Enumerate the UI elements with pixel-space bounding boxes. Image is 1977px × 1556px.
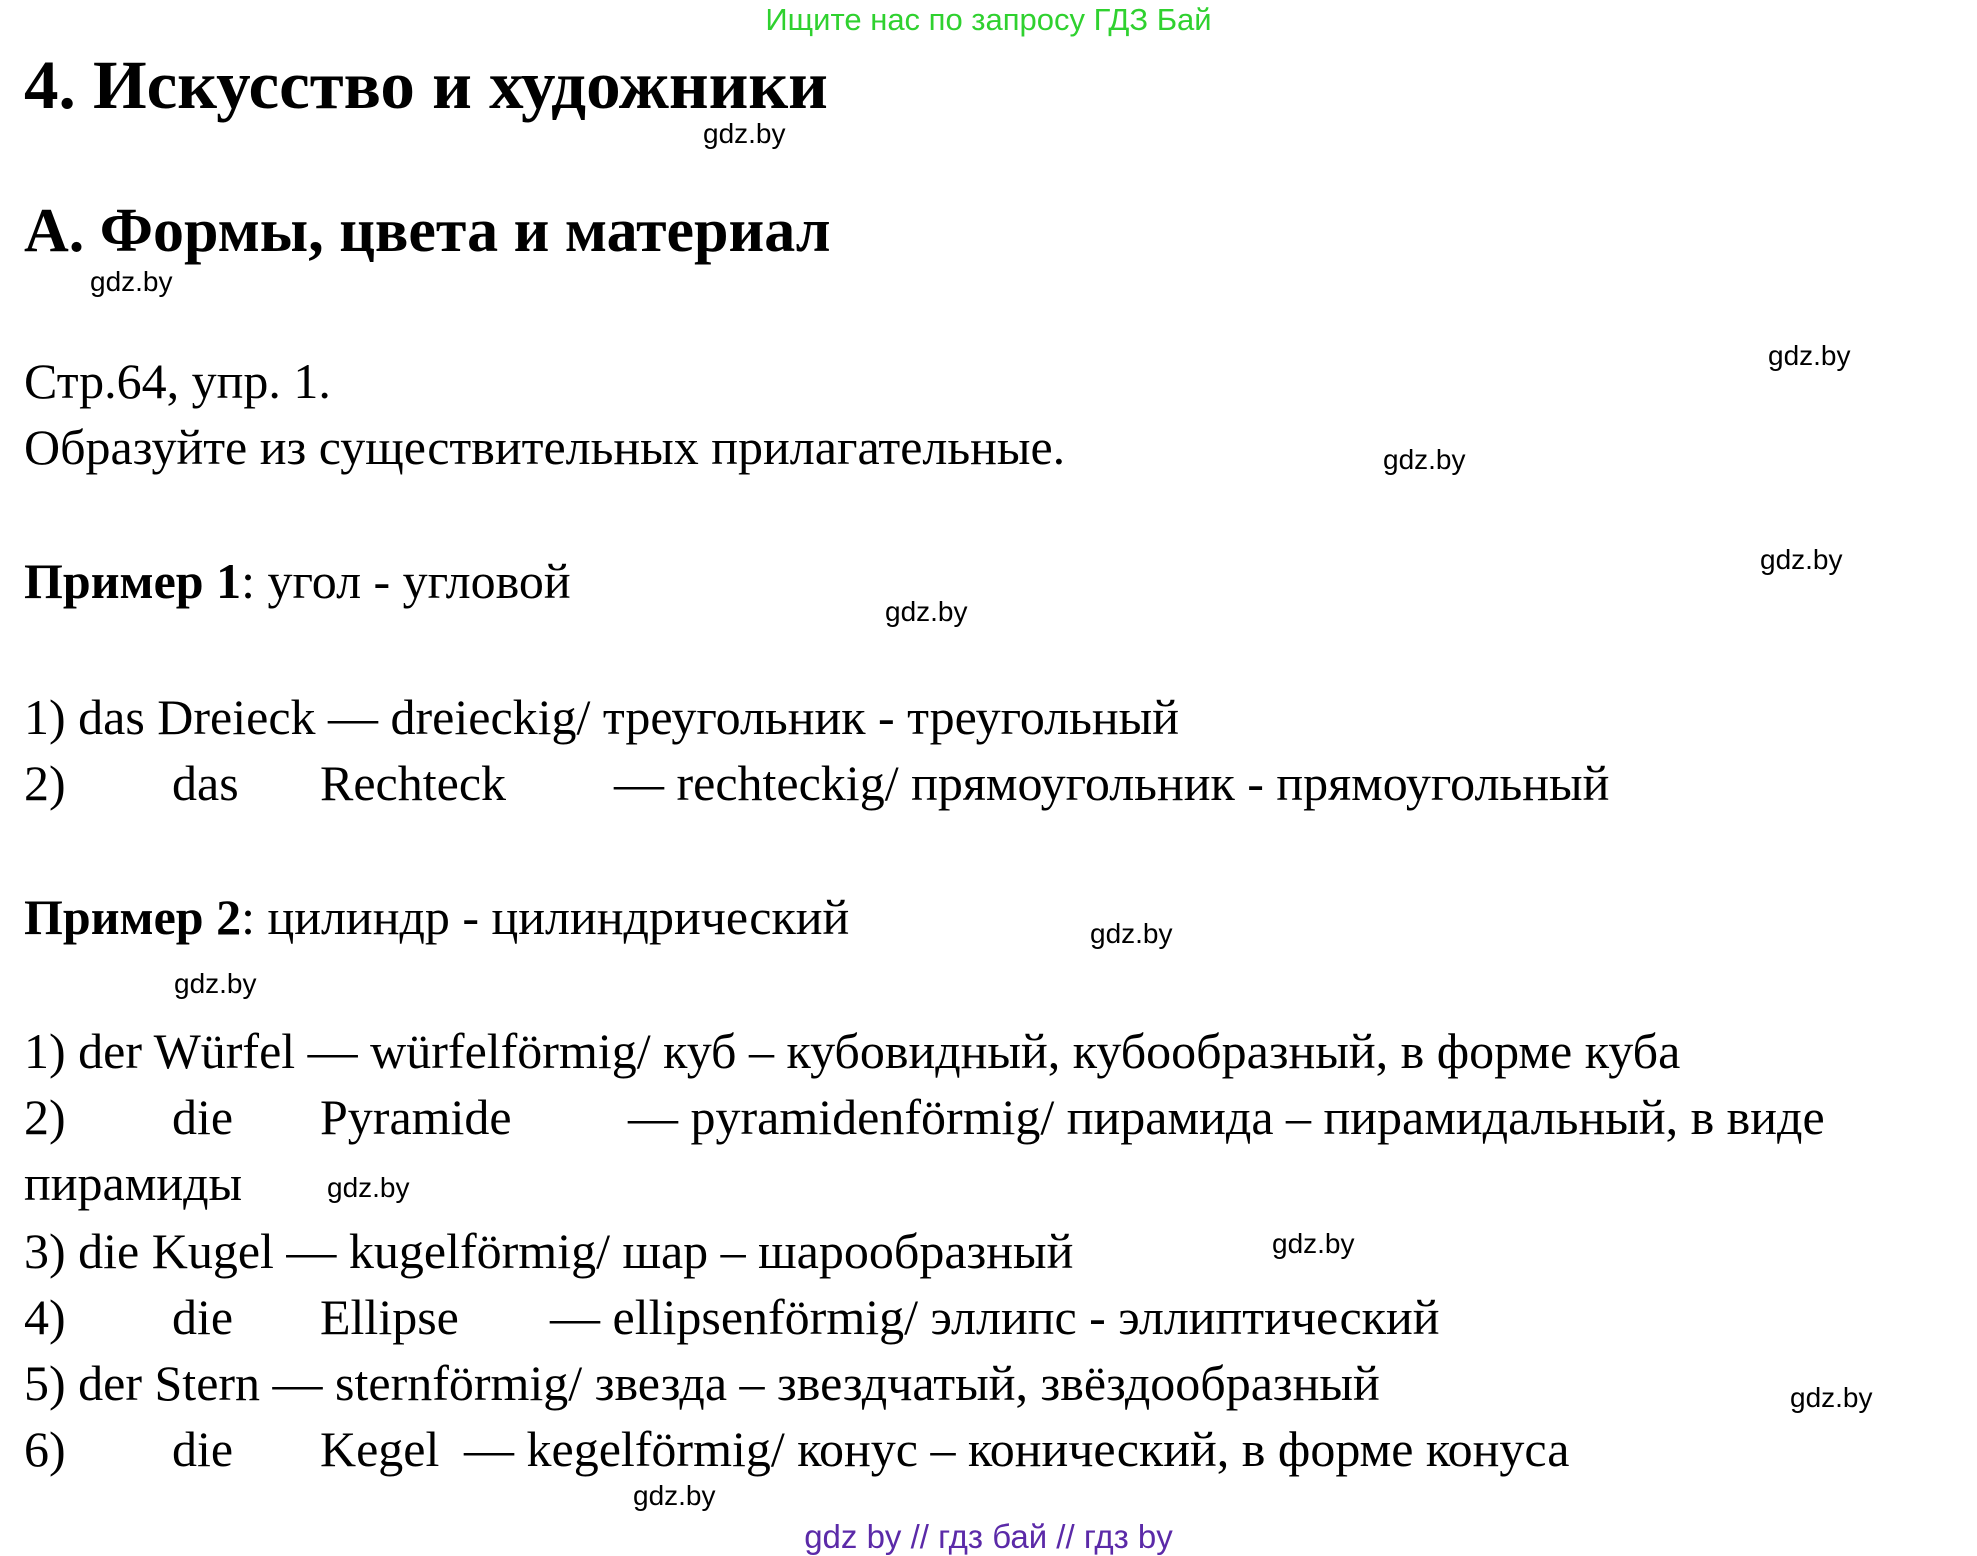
top-banner: Ищите нас по запросу ГДЗ Бай — [765, 2, 1212, 37]
watermark: gdz.by — [174, 968, 257, 999]
watermark: gdz.by — [1760, 544, 1843, 575]
instruction: Образуйте из существительных прилагательные. — [24, 419, 1066, 475]
watermark: gdz.by — [1383, 444, 1466, 475]
item-number: 4) — [24, 1289, 66, 1345]
item-rest: — rechteckig/ прямоугольник - прямоугольный — [614, 755, 1610, 811]
example-2 — [24, 888, 849, 946]
item-number: 2) — [24, 1089, 66, 1145]
list-item — [24, 1288, 1974, 1348]
footer: gdz by // гдз бай // гдз by — [804, 1518, 1173, 1555]
list-item — [24, 1420, 1974, 1480]
watermark: gdz.by — [1768, 340, 1851, 371]
watermark: gdz.by — [703, 118, 786, 149]
item-number: 6) — [24, 1421, 66, 1477]
item-rest: — ellipsenförmig/ эллипс - эллиптический — [550, 1289, 1440, 1345]
item-rest: — pyramidenförmig/ пирамида – пирамидальный, в виде — [628, 1089, 1825, 1145]
list-item-continuation: пирамиды — [24, 1155, 243, 1211]
page-reference: Стр.64, упр. 1. — [24, 353, 331, 409]
item-article: das — [172, 755, 239, 811]
example-1 — [24, 552, 571, 610]
watermark: gdz.by — [885, 596, 968, 627]
watermark: gdz.by — [90, 266, 173, 297]
item-number: 2) — [24, 755, 66, 811]
list-item: 1) das Dreieck — dreieckig/ треугольник - треугольный — [24, 689, 1180, 745]
list-item — [24, 754, 1974, 814]
watermark: gdz.by — [1790, 1382, 1873, 1413]
item-noun: Ellipse — [320, 1289, 459, 1345]
example-2-label: Пример 2 — [24, 889, 242, 945]
watermark: gdz.by — [633, 1480, 716, 1511]
list-item: 5) der Stern — sternförmig/ звезда – звездчатый, звёздообразный — [24, 1355, 1380, 1411]
example-1-label: Пример 1 — [24, 553, 242, 609]
watermark: gdz.by — [1272, 1228, 1355, 1259]
item-article: die — [172, 1421, 234, 1477]
example-1-text: : угол - угловой — [241, 553, 571, 609]
list-item: 3) die Kugel — kugelförmig/ шар – шарообразный — [24, 1223, 1074, 1279]
section-title: А. Формы, цвета и материал — [24, 197, 831, 265]
watermark: gdz.by — [327, 1172, 410, 1203]
item-noun: Pyramide — [320, 1089, 512, 1145]
list-item — [24, 1088, 1974, 1148]
item-rest: — kegelförmig/ конус – конический, в форме конуса — [464, 1421, 1570, 1477]
example-2-text: : цилиндр - цилиндрический — [241, 889, 850, 945]
item-article: die — [172, 1289, 234, 1345]
page-title: 4. Искусство и художники — [24, 47, 828, 123]
watermark: gdz.by — [1090, 918, 1173, 949]
list-item: 1) der Würfel — würfelförmig/ куб – кубовидный, кубообразный, в форме куба — [24, 1023, 1681, 1079]
item-article: die — [172, 1089, 234, 1145]
item-noun: Kegel — [320, 1421, 440, 1477]
item-noun: Rechteck — [320, 755, 507, 811]
